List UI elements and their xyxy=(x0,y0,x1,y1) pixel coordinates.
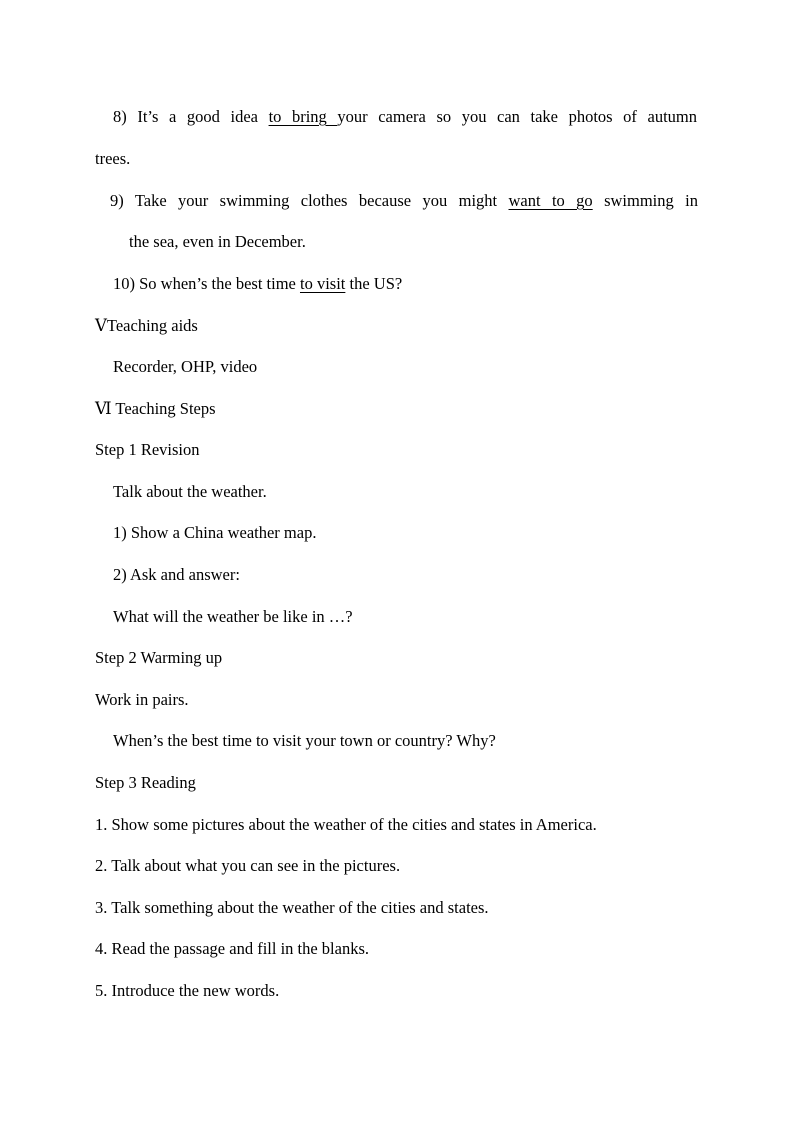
step-3-item: 2. Talk about what you can see in the pictures. xyxy=(95,856,401,875)
step-2-question: When’s the best time to visit your town or country? Why? xyxy=(113,731,496,750)
step-1-heading: Step 1 Revision xyxy=(95,440,200,459)
step-1-item-2: 2) Ask and answer: xyxy=(113,565,240,584)
teaching-aids-content: Recorder, OHP, video xyxy=(113,357,258,376)
sentence-10-post: the US? xyxy=(345,274,403,293)
step-1-intro: Talk about the weather. xyxy=(113,482,267,501)
sentence-8-line-1 xyxy=(113,107,697,127)
step-3-item: 1. Show some pictures about the weather of the cities and states in America. xyxy=(95,815,597,834)
sentence-9-blank: want to go xyxy=(508,191,593,210)
sentence-9-line-1 xyxy=(110,191,698,211)
teaching-steps-heading: Ⅵ Teaching Steps xyxy=(95,399,216,418)
sentence-10 xyxy=(113,274,402,294)
step-3-item: 3. Talk something about the weather of the cities and states. xyxy=(95,898,489,917)
sentence-10-blank: to visit xyxy=(299,274,346,293)
sentence-8-post: your camera so you can take photos of autumn xyxy=(337,107,697,126)
sentence-9-pre: 9) Take your swimming clothes because you might xyxy=(110,191,509,210)
sentence-9-post: swimming in xyxy=(592,191,698,210)
step-1-item-1: 1) Show a China weather map. xyxy=(113,523,317,542)
sentence-8-line-2: trees. xyxy=(95,149,131,168)
step-3-item: 5. Introduce the new words. xyxy=(95,981,280,1000)
step-3-item: 4. Read the passage and fill in the blanks. xyxy=(95,939,370,958)
step-2-intro: Work in pairs. xyxy=(95,690,189,709)
sentence-8-blank: to bring xyxy=(268,107,338,126)
sentence-8-pre: 8) It’s a good idea xyxy=(113,107,269,126)
sentence-10-pre: 10) So when’s the best time xyxy=(113,274,300,293)
step-1-question: What will the weather be like in …? xyxy=(113,607,353,626)
sentence-9-line-2: the sea, even in December. xyxy=(129,232,306,251)
step-3-heading: Step 3 Reading xyxy=(95,773,196,792)
teaching-aids-heading: ⅤTeaching aids xyxy=(95,316,198,335)
step-2-heading: Step 2 Warming up xyxy=(95,648,223,667)
